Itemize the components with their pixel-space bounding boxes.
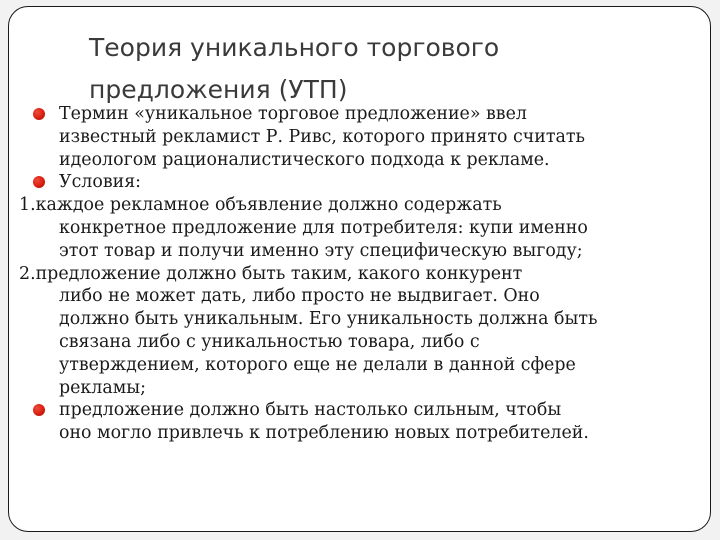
text-line: Условия: xyxy=(59,172,142,193)
text-line: конкретное предложение для потребителя: купи именно xyxy=(59,217,588,238)
text-line: идеологом рационалистического подхода к рекламе. xyxy=(59,149,550,170)
text-line: связана либо с уникальностью товара, либо с xyxy=(59,331,480,352)
numbered-item-1 xyxy=(15,194,705,262)
red-bullet-icon xyxy=(33,108,45,120)
bullet-item-conditions xyxy=(15,171,705,194)
text-line: 2.предложение должно быть таким, какого конкурент xyxy=(19,263,523,284)
slide-body xyxy=(15,103,705,445)
bullet-item-strength xyxy=(15,399,705,445)
slide-title-line: предложения (УТП) xyxy=(89,75,348,104)
red-bullet-icon xyxy=(33,404,45,416)
text-line: рекламы; xyxy=(59,377,146,398)
text-line: этот товар и получи именно эту специфическую выгоду; xyxy=(59,240,583,261)
slide-title xyxy=(89,27,689,111)
slide-title-line: Теория уникального торгового xyxy=(89,33,500,62)
text-line: утверждением, которого еще не делали в данной сфере xyxy=(59,354,576,375)
bullet-item-author xyxy=(15,103,705,171)
numbered-item-2 xyxy=(15,263,705,400)
text-line: Термин «уникальное торговое предложение» ввел xyxy=(59,104,527,124)
red-bullet-icon xyxy=(33,176,45,188)
text-line: 1.каждое рекламное объявление должно содержать xyxy=(19,195,502,216)
slide xyxy=(8,6,711,532)
text-line: известный рекламист Р. Ривс, которого принято считать xyxy=(59,126,585,147)
text-line: должно быть уникальным. Его уникальность должна быть xyxy=(59,309,598,330)
text-line: либо не может дать, либо просто не выдвигает. Оно xyxy=(59,286,540,307)
text-line: оно могло привлечь к потреблению новых потребителей. xyxy=(59,423,589,444)
text-line: предложение должно быть настолько сильным, чтобы xyxy=(59,400,562,421)
